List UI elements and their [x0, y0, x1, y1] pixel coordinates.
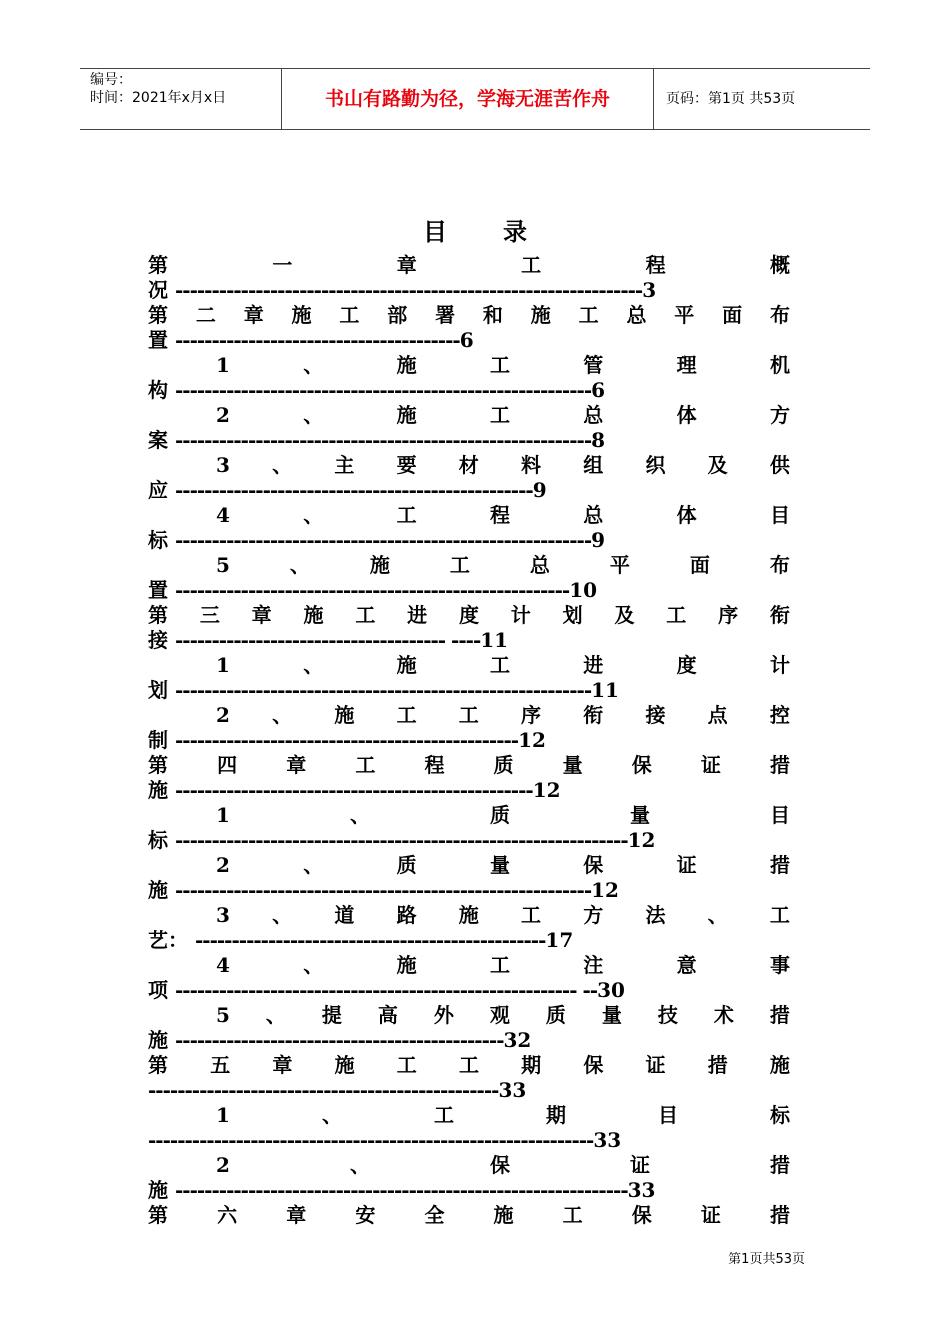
dot-leader: --------------------------------------- [174, 328, 460, 352]
toc-entry-heading [148, 803, 790, 828]
toc-char: 概 [769, 253, 790, 277]
toc-char: 施 [530, 303, 551, 327]
toc-char: 程 [645, 253, 666, 277]
toc-entry[interactable] [148, 603, 790, 653]
toc-entry-leader [148, 928, 790, 953]
toc-entry[interactable] [148, 553, 790, 603]
toc-char: 计 [510, 603, 531, 627]
toc-char: 二 [195, 303, 216, 327]
toc-entry-leader [148, 378, 790, 403]
toc-entry-tail: 施 [148, 1178, 175, 1202]
toc-entry[interactable] [148, 853, 790, 903]
toc-entry-tail: 接 [148, 628, 175, 652]
toc-char: 、 [289, 553, 310, 577]
toc-char: 工 [666, 603, 687, 627]
toc-char: 平 [674, 303, 695, 327]
toc-char: 总 [626, 303, 647, 327]
toc-entry-tail: 艺： [148, 928, 195, 952]
toc-char: 3 [216, 453, 230, 477]
toc-char: 措 [769, 1153, 790, 1177]
toc-char: 施 [396, 653, 417, 677]
toc-entry-leader [148, 528, 790, 553]
dot-leader: ------------------------------------- ---- [174, 628, 481, 652]
toc-entry-tail: 案 [148, 428, 175, 452]
toc-entry-heading [148, 753, 790, 778]
dot-leader: ------------------------------------------------- [174, 478, 533, 502]
toc-entry-leader [148, 328, 790, 353]
toc-char: 质 [545, 1003, 566, 1027]
toc-page-number: 3 [642, 278, 657, 302]
page-footer: 第1页共53页 [728, 1252, 805, 1267]
toc-page-number: 9 [591, 528, 606, 552]
toc-char: 工 [489, 353, 510, 377]
toc-char: 布 [769, 553, 790, 577]
toc-entry[interactable] [148, 703, 790, 753]
toc-char: 工 [458, 703, 479, 727]
toc-char: 量 [629, 803, 650, 827]
toc-char: 施 [334, 1053, 355, 1077]
toc-char: 外 [433, 1003, 454, 1027]
time-label: 时间：2021年x月x日 [90, 90, 227, 106]
toc-char: 署 [435, 303, 456, 327]
toc-char: 控 [769, 703, 790, 727]
toc-char: 管 [583, 353, 604, 377]
toc-char: 五 [210, 1053, 231, 1077]
toc-char: 施 [493, 1203, 514, 1227]
toc-char: 4 [216, 953, 230, 977]
toc-char: 、 [349, 1153, 370, 1177]
toc-char: 措 [769, 853, 790, 877]
toc-entry-tail: 置 [148, 328, 175, 352]
toc-entry-heading [148, 953, 790, 978]
toc-char: 章 [272, 1053, 293, 1077]
toc-char: 、 [707, 903, 728, 927]
toc-char: 证 [629, 1153, 650, 1177]
toc-entry-heading [148, 603, 790, 628]
toc-char: 计 [769, 653, 790, 677]
toc-entry-heading [148, 403, 790, 428]
toc-char: 点 [707, 703, 728, 727]
toc-char: 标 [770, 1103, 790, 1127]
toc-char: 质 [489, 803, 510, 827]
toc-char: 安 [355, 1203, 376, 1227]
toc-char: 目 [657, 1103, 678, 1127]
toc-entry-leader [148, 1078, 790, 1103]
toc-page-number: 11 [480, 628, 509, 652]
toc-char: 工 [489, 653, 510, 677]
table-of-contents [148, 253, 790, 1228]
toc-char: 工 [433, 1103, 454, 1127]
toc-char: 体 [676, 403, 697, 427]
toc-char: 保 [583, 1053, 604, 1077]
toc-char: 工 [489, 403, 510, 427]
toc-entry-heading [148, 903, 790, 928]
toc-char: 第 [148, 1053, 168, 1077]
toc-char: 组 [583, 453, 604, 477]
toc-char: 工 [562, 1203, 583, 1227]
toc-entry[interactable] [148, 453, 790, 503]
toc-entry-leader [148, 478, 790, 503]
toc-char: 质 [396, 853, 417, 877]
toc-entry-heading [148, 1153, 790, 1178]
toc-entry-tail: 制 [148, 728, 175, 752]
toc-char: 2 [216, 853, 230, 877]
toc-char: 2 [216, 703, 230, 727]
toc-page-number: 9 [532, 478, 547, 502]
toc-entry-leader [148, 778, 790, 803]
toc-char: 面 [689, 553, 710, 577]
toc-entry[interactable] [148, 1203, 790, 1228]
dot-leader: -------------------------------------------------------------- [174, 828, 628, 852]
toc-entry-leader [148, 278, 790, 303]
toc-page-number: 33 [593, 1128, 622, 1152]
toc-char: 、 [303, 503, 324, 527]
toc-entry-heading [148, 253, 790, 278]
toc-entry-tail: 置 [148, 578, 175, 602]
toc-char: 工 [521, 253, 542, 277]
toc-char: 、 [272, 453, 293, 477]
toc-entry-tail: 构 [148, 378, 175, 402]
toc-char: 、 [303, 853, 324, 877]
toc-char: 衔 [769, 603, 790, 627]
toc-char: 施 [396, 353, 417, 377]
toc-char: 工 [355, 753, 376, 777]
toc-entry-tail: 况 [148, 278, 175, 302]
toc-char: 1 [216, 353, 230, 377]
dot-leader: --------------------------------------------------------- [174, 378, 592, 402]
toc-entry-tail: 标 [148, 828, 175, 852]
toc-char: 1 [216, 803, 230, 827]
header-page-info: 页码：第1页 共53页 [666, 91, 796, 107]
toc-char: 量 [562, 753, 583, 777]
toc-char: 技 [657, 1003, 678, 1027]
toc-entry-tail: 施 [148, 878, 175, 902]
toc-char: 证 [700, 753, 721, 777]
toc-entry-tail: 划 [148, 678, 175, 702]
toc-entry-heading [148, 453, 790, 478]
toc-char: 面 [722, 303, 743, 327]
toc-char: 章 [286, 753, 307, 777]
toc-entry[interactable] [148, 1003, 790, 1053]
toc-entry-tail: 项 [148, 978, 175, 1002]
toc-page-number: 12 [518, 728, 546, 752]
toc-char: 织 [645, 453, 666, 477]
toc-char: 料 [521, 453, 542, 477]
toc-char: 、 [272, 903, 293, 927]
dot-leader: --------------------------------------------------------- [174, 878, 592, 902]
toc-entry-tail: 应 [148, 478, 175, 502]
dot-leader: -------------------------------------------------------------- [174, 1178, 628, 1202]
toc-entry[interactable] [148, 753, 790, 803]
toc-char: 施 [458, 903, 479, 927]
toc-char: 、 [349, 803, 370, 827]
toc-char: 证 [700, 1203, 721, 1227]
toc-char: 3 [216, 903, 230, 927]
toc-char: 5 [216, 553, 230, 577]
toc-char: 、 [303, 653, 324, 677]
toc-char: 保 [631, 753, 652, 777]
toc-char: 工 [355, 603, 376, 627]
header-divider [653, 69, 654, 129]
toc-char: 意 [676, 953, 697, 977]
toc-char: 施 [369, 553, 390, 577]
toc-page-number: 6 [459, 328, 474, 352]
toc-entry[interactable] [148, 403, 790, 453]
toc-char: 接 [645, 703, 666, 727]
toc-char: 程 [424, 753, 445, 777]
toc-char: 措 [769, 1203, 790, 1227]
toc-char: 量 [601, 1003, 622, 1027]
toc-char: 及 [707, 453, 728, 477]
toc-char: 第 [148, 303, 168, 327]
toc-char: 术 [713, 1003, 734, 1027]
toc-char: 期 [545, 1103, 566, 1127]
toc-char: 第 [148, 1203, 168, 1227]
toc-char: 机 [769, 353, 790, 377]
toc-char: 主 [334, 453, 355, 477]
toc-char: 划 [562, 603, 583, 627]
toc-char: 序 [521, 703, 542, 727]
toc-entry[interactable] [148, 953, 790, 1003]
toc-char: 体 [676, 503, 697, 527]
toc-entry[interactable] [148, 1053, 790, 1103]
toc-entry-leader [148, 1128, 790, 1153]
toc-entry-heading [148, 1053, 790, 1078]
toc-page-number: 17 [545, 928, 574, 952]
dot-leader: ------------------------------------------------- [174, 778, 533, 802]
toc-char: 一 [272, 253, 293, 277]
toc-char: 施 [303, 603, 324, 627]
toc-char: 六 [217, 1203, 238, 1227]
toc-page-number: 11 [591, 678, 619, 702]
toc-char: 三 [199, 603, 220, 627]
toc-char: 道 [334, 903, 355, 927]
toc-page-number: 30 [597, 978, 625, 1002]
toc-char: 第 [148, 753, 168, 777]
toc-char: 章 [396, 253, 417, 277]
header-meta [90, 71, 226, 107]
toc-entry-heading [148, 653, 790, 678]
toc-entry-heading [148, 1203, 790, 1228]
toc-char: 章 [251, 603, 272, 627]
toc-char: 施 [334, 703, 355, 727]
toc-char: 期 [521, 1053, 542, 1077]
toc-char: 事 [769, 953, 790, 977]
toc-char: 全 [424, 1203, 445, 1227]
toc-char: 进 [583, 653, 604, 677]
toc-char: 措 [707, 1053, 728, 1077]
dot-leader: ----------------------------------------------- [174, 728, 519, 752]
page-title [0, 212, 950, 247]
toc-char: 工 [578, 303, 599, 327]
toc-entry-leader [148, 578, 790, 603]
toc-char: 证 [645, 1053, 666, 1077]
toc-char: 措 [769, 1003, 790, 1027]
toc-char: 工 [396, 703, 417, 727]
toc-char: 、 [303, 403, 324, 427]
toc-char: 方 [769, 403, 790, 427]
toc-char: 量 [489, 853, 510, 877]
toc-entry[interactable] [148, 503, 790, 553]
toc-entry-leader [148, 728, 790, 753]
toc-char: 施 [396, 953, 417, 977]
dot-leader: --------------------------------------------------------- [174, 678, 592, 702]
dot-leader: --------------------------------------------------------- [174, 428, 592, 452]
toc-entry[interactable] [148, 253, 790, 303]
toc-char: 观 [489, 1003, 510, 1027]
toc-entry-leader [148, 1028, 790, 1053]
toc-entry[interactable] [148, 1103, 790, 1153]
dot-leader: ------------------------------------------------------------- [148, 1128, 594, 1152]
toc-char: 1 [216, 1103, 230, 1127]
toc-entry-heading [148, 853, 790, 878]
toc-char: 总 [583, 503, 604, 527]
dot-leader: ---------------------------------------------------------------- [174, 278, 643, 302]
toc-char: 施 [291, 303, 312, 327]
toc-char: 理 [676, 353, 697, 377]
toc-char: 总 [583, 403, 604, 427]
header-motto: 书山有路勤为径，学海无涯苦作舟 [324, 88, 610, 110]
toc-entry-tail: 标 [148, 528, 175, 552]
toc-char: 度 [458, 603, 479, 627]
toc-char: 工 [339, 303, 360, 327]
dot-leader: ------------------------------------------------------- -- [174, 978, 598, 1002]
toc-entry-heading [148, 703, 790, 728]
toc-entry-leader [148, 428, 790, 453]
title-char: 录 [503, 217, 527, 246]
toc-page-number: 32 [503, 1028, 532, 1052]
toc-char: 平 [609, 553, 630, 577]
toc-char: 工 [396, 503, 417, 527]
toc-char: 目 [769, 503, 790, 527]
toc-entry-leader [148, 978, 790, 1003]
toc-entry-leader [148, 678, 790, 703]
toc-char: 目 [769, 803, 790, 827]
toc-char: 四 [217, 753, 238, 777]
toc-char: 工 [489, 953, 510, 977]
toc-char: 措 [769, 753, 790, 777]
toc-page-number: 12 [627, 828, 656, 852]
dot-leader: ------------------------------------------------------ [174, 578, 570, 602]
toc-char: 、 [272, 703, 293, 727]
toc-char: 注 [583, 953, 604, 977]
toc-page-number: 12 [591, 878, 619, 902]
toc-char: 质 [493, 753, 514, 777]
toc-page-number: 10 [569, 578, 598, 602]
toc-page-number: 8 [591, 428, 606, 452]
toc-entry[interactable] [148, 353, 790, 403]
toc-char: 、 [303, 953, 324, 977]
toc-char: 要 [396, 453, 417, 477]
toc-char: 、 [303, 353, 324, 377]
toc-char: 工 [521, 903, 542, 927]
toc-char: 2 [216, 403, 230, 427]
toc-char: 章 [243, 303, 264, 327]
toc-char: 布 [769, 303, 790, 327]
toc-entry[interactable] [148, 803, 790, 853]
toc-char: 保 [489, 1153, 510, 1177]
toc-char: 程 [489, 503, 510, 527]
toc-entry-tail: 施 [148, 778, 175, 802]
toc-entry[interactable] [148, 1153, 790, 1203]
dot-leader: --------------------------------------------- [174, 1028, 504, 1052]
toc-char: 序 [718, 603, 739, 627]
toc-char: 衔 [583, 703, 604, 727]
toc-char: 法 [645, 903, 666, 927]
toc-char: 施 [396, 403, 417, 427]
page-header [80, 68, 870, 130]
toc-page-number: 33 [627, 1178, 656, 1202]
toc-page-number: 12 [532, 778, 561, 802]
toc-char: 和 [482, 303, 503, 327]
toc-char: 证 [676, 853, 697, 877]
toc-entry-heading [148, 353, 790, 378]
toc-entry-leader [148, 1178, 790, 1203]
toc-char: 、 [321, 1103, 342, 1127]
toc-char: 章 [286, 1203, 307, 1227]
toc-entry[interactable] [148, 303, 790, 353]
toc-char: 第 [148, 253, 168, 277]
toc-char: 施 [769, 1053, 790, 1077]
toc-entry[interactable] [148, 653, 790, 703]
toc-char: 工 [769, 903, 790, 927]
toc-page-number: 33 [498, 1078, 527, 1102]
toc-char: 提 [321, 1003, 342, 1027]
toc-page-number: 6 [591, 378, 606, 402]
toc-char: 路 [396, 903, 417, 927]
toc-char: 保 [583, 853, 604, 877]
title-char: 目 [423, 217, 447, 246]
number-label: 编号： [90, 72, 132, 88]
toc-entry-heading [148, 303, 790, 328]
toc-char: 5 [216, 1003, 230, 1027]
toc-entry-leader [148, 878, 790, 903]
toc-entry-heading [148, 1003, 790, 1028]
toc-char: 保 [631, 1203, 652, 1227]
dot-leader: --------------------------------------------------------- [174, 528, 592, 552]
toc-char: 总 [529, 553, 550, 577]
toc-char: 工 [396, 1053, 417, 1077]
toc-char: 、 [265, 1003, 286, 1027]
toc-char: 高 [377, 1003, 398, 1027]
toc-char: 及 [614, 603, 635, 627]
toc-char: 工 [458, 1053, 479, 1077]
toc-char: 度 [676, 653, 697, 677]
toc-entry-tail: 施 [148, 1028, 175, 1052]
toc-char: 材 [458, 453, 479, 477]
toc-entry-heading [148, 503, 790, 528]
toc-char: 工 [449, 553, 470, 577]
toc-entry-heading [148, 1103, 790, 1128]
toc-char: 4 [216, 503, 230, 527]
toc-char: 部 [387, 303, 408, 327]
toc-entry-heading [148, 553, 790, 578]
toc-char: 1 [216, 653, 230, 677]
toc-char: 2 [216, 1153, 230, 1177]
toc-char: 方 [583, 903, 604, 927]
toc-entry-leader [148, 628, 790, 653]
toc-entry-leader [148, 828, 790, 853]
dot-leader: ------------------------------------------------ [194, 928, 546, 952]
toc-char: 第 [148, 603, 168, 627]
dot-leader: ------------------------------------------------ [148, 1078, 499, 1102]
toc-char: 进 [407, 603, 428, 627]
toc-char: 供 [769, 453, 790, 477]
toc-entry[interactable] [148, 903, 790, 953]
